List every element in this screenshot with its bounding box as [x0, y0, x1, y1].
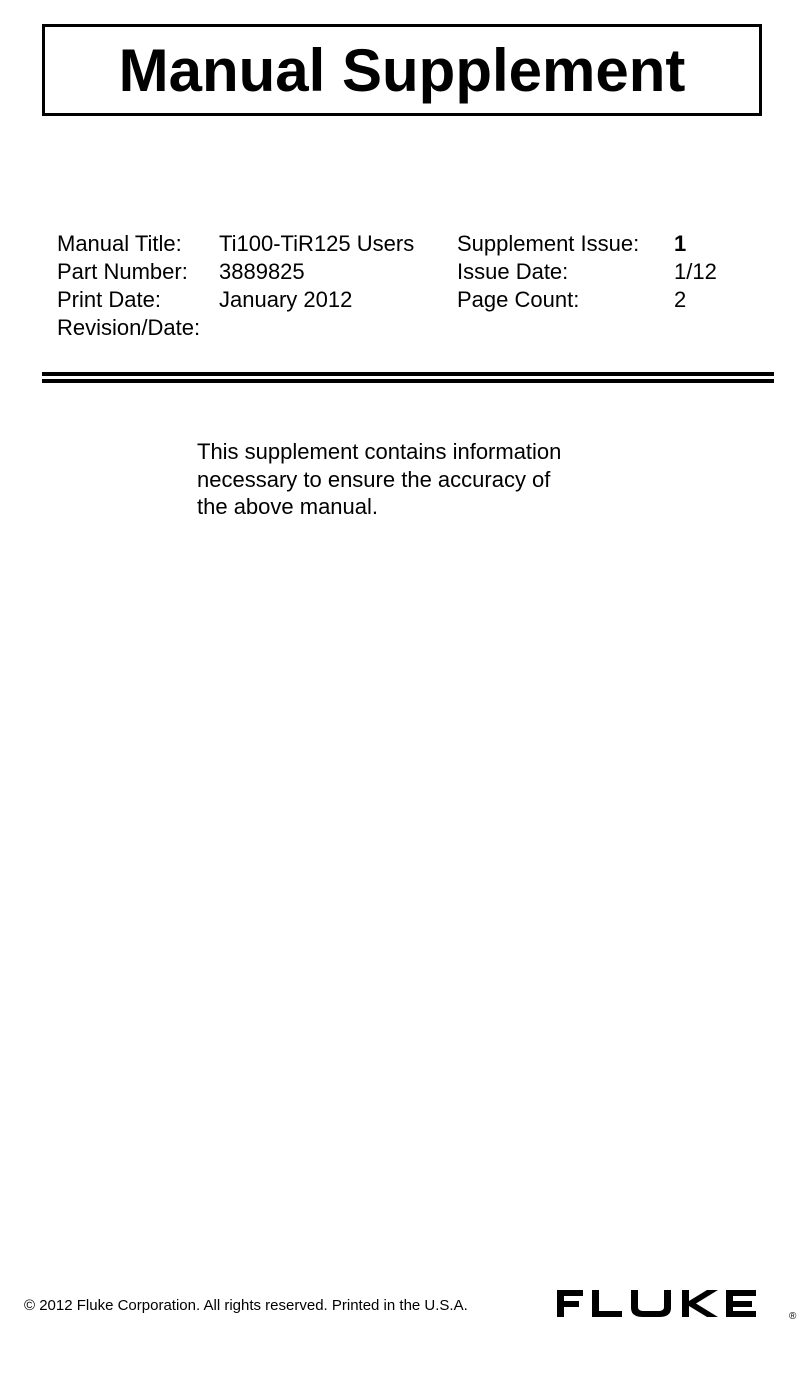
fluke-logo [555, 1285, 800, 1325]
supplement-issue-value: 1 [674, 231, 687, 256]
part-number-value: 3889825 [219, 259, 305, 284]
notice-line: This supplement contains information [197, 439, 562, 464]
revision-date-label: Revision/Date: [57, 315, 201, 340]
part-number-label: Part Number: [57, 259, 188, 284]
page-title: Manual Supplement [118, 37, 686, 104]
supplement-notice [197, 438, 617, 521]
print-date-label: Print Date: [57, 287, 161, 312]
divider-rule-top [42, 372, 774, 376]
divider-rule-bottom [42, 379, 774, 383]
title-box [42, 24, 762, 116]
manual-title-label: Manual Title: [57, 231, 182, 256]
issue-date-label: Issue Date: [457, 259, 569, 284]
page-count-value: 2 [674, 287, 687, 312]
print-date-value: January 2012 [219, 287, 353, 312]
notice-line: necessary to ensure the accuracy of [197, 466, 551, 492]
issue-date-value: 1/12 [674, 259, 717, 284]
manual-title-value: Ti100-TiR125 Users [219, 231, 415, 256]
copyright-notice: © 2012 Fluke Corporation. All rights reserved. Printed in the U.S.A. [24, 1297, 468, 1314]
notice-line: the above manual. [197, 494, 379, 519]
supplement-issue-label: Supplement Issue: [457, 231, 640, 256]
registered-mark: ® [789, 1311, 797, 1322]
page-count-label: Page Count: [457, 287, 580, 312]
